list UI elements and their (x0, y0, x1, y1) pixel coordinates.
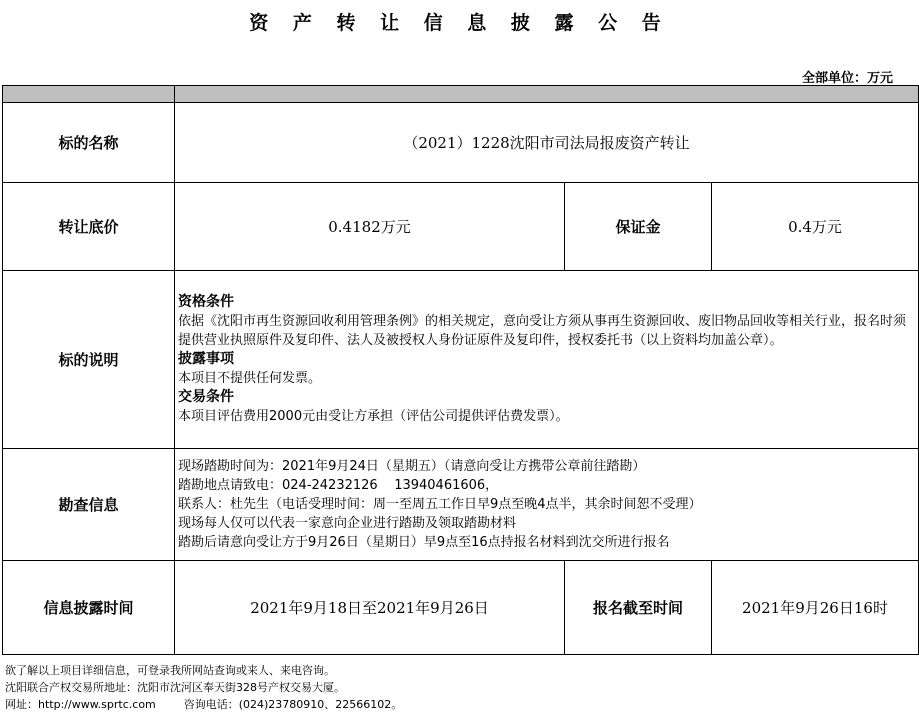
disclosure-text: 本项目不提供任何发票。 (178, 371, 322, 386)
qualification-heading: 资格条件 (178, 294, 234, 310)
page-title: 资 产 转 让 信 息 披 露 公 告 (249, 12, 670, 34)
price-value: 0.4182万元 (175, 183, 565, 271)
footer-address: 沈阳联合产权交易所地址：沈阳市沈河区奉天街328号产权交易大厦。 (5, 681, 345, 694)
disclosure-table (2, 85, 919, 655)
footer (5, 662, 402, 713)
deadline-label: 报名截至时间 (565, 561, 712, 655)
disclosure-heading: 披露事项 (178, 351, 234, 367)
asset-name-value: （2021）1228沈阳市司法局报废资产转让 (175, 103, 919, 183)
inspection-line: 联系人：杜先生（电话受理时间：周一至周五工作日早9点至晚4点半，其余时间恕不受理） (178, 497, 702, 512)
deposit-value: 0.4万元 (712, 183, 919, 271)
row-inspection (3, 449, 919, 561)
deposit-label: 保证金 (565, 183, 712, 271)
trade-text: 本项目评估费用2000元由受让方承担（评估公司提供评估费发票）。 (178, 409, 569, 424)
inspection-label: 勘查信息 (3, 449, 175, 561)
inspection-line: 现场踏勘时间为：2021年9月24日（星期五）（请意向受让方携带公章前往踏勘） (178, 459, 646, 474)
deadline-value: 2021年9月26日16时 (712, 561, 919, 655)
disclosure-time-value: 2021年9月18日至2021年9月26日 (175, 561, 565, 655)
price-label: 转让底价 (3, 183, 175, 271)
table-header-strip (3, 86, 919, 103)
footer-info: 欲了解以上项目详细信息，可登录我所网站查询或来人、来电咨询。 (5, 664, 335, 677)
trade-heading: 交易条件 (178, 389, 234, 405)
inspection-line: 踏勘后请意向受让方于9月26日（星期日）早9点至16点持报名材料到沈交所进行报名 (178, 535, 670, 550)
row-disclosure-time (3, 561, 919, 655)
row-asset-name (3, 103, 919, 183)
asset-name-label: 标的名称 (3, 103, 175, 183)
inspection-line: 现场每人仅可以代表一家意向企业进行踏勘及领取踏勘材料 (178, 516, 517, 531)
inspection-content (175, 449, 919, 561)
unit-note: 全部单位：万元 (801, 71, 893, 86)
description-content (175, 271, 919, 449)
row-price (3, 183, 919, 271)
description-label: 标的说明 (3, 271, 175, 449)
footer-contact: 网址：http://www.sprtc.com 咨询电话：(024)23780910、22566102。 (5, 698, 403, 711)
disclosure-time-label: 信息披露时间 (3, 561, 175, 655)
inspection-line: 踏勘地点请致电：024-24232126 13940461606， (178, 478, 499, 493)
qualification-text: 依据《沈阳市再生资源回收利用管理条例》的相关规定，意向受让方须从事再生资源回收、废旧物品回收等相关行业，报名时须提供营业执照原件及复印件、法人及被授权人身份证原件及复印件，授权委托书（以上资料均加盖公章）。 (178, 314, 907, 348)
row-description (3, 271, 919, 449)
